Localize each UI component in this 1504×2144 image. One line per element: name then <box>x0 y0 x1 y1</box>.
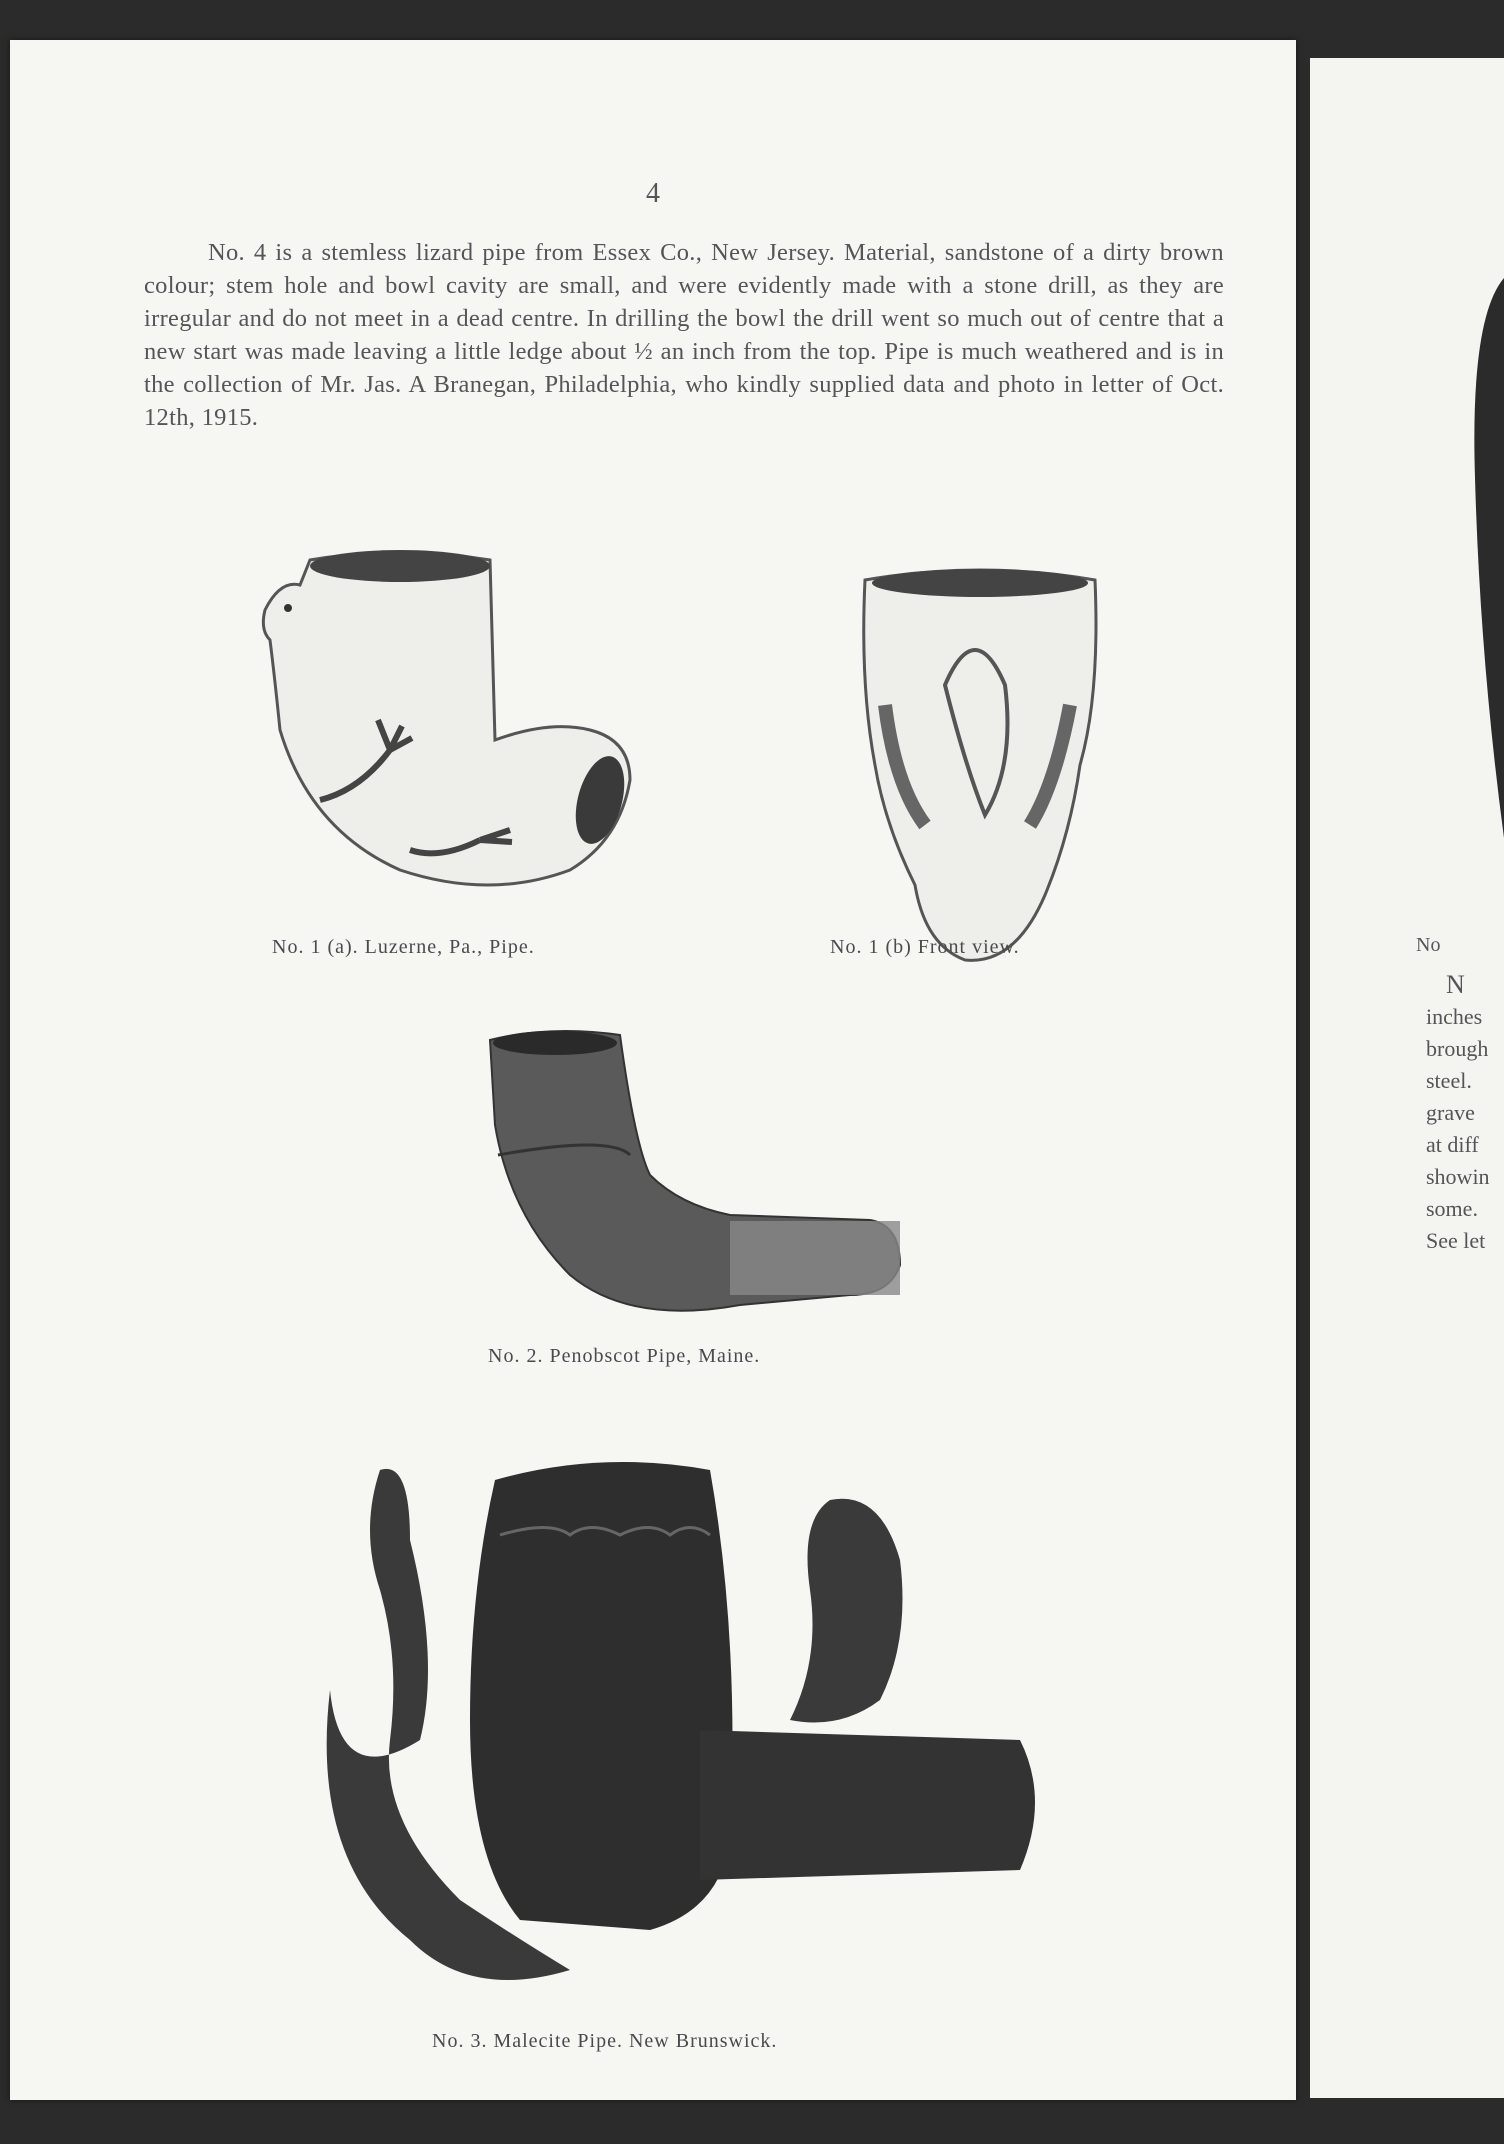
left-page <box>10 40 1296 2100</box>
right-fragment-2: inches <box>1426 1004 1483 1029</box>
figure-3-pipe-photo <box>320 1440 1040 2010</box>
figure-3-caption: No. 3. Malecite Pipe. New Brunswick. <box>432 2030 778 2052</box>
figure-2-caption: No. 2. Penobscot Pipe, Maine. <box>488 1345 761 1367</box>
figure-1a-pipe-drawing <box>250 540 730 920</box>
right-fragment-0: No <box>1416 934 1441 956</box>
right-fragment-3: brough <box>1426 1036 1489 1061</box>
right-fragment-8: some. <box>1426 1196 1478 1221</box>
figure-1b-caption: No. 1 (b) Front view. <box>830 936 1020 958</box>
figure-1a-caption: No. 1 (a). Luzerne, Pa., Pipe. <box>272 936 535 958</box>
right-fragment-6: at diff <box>1426 1132 1479 1157</box>
right-fragment-4: steel. <box>1426 1068 1472 1093</box>
right-page-photo-edge <box>1470 278 1504 838</box>
right-fragment-9: See let <box>1426 1228 1486 1253</box>
body-paragraph: No. 4 is a stemless lizard pipe from Essex Co., New Jersey. Material, sandstone of a dirty brown colour; stem hole and bowl cavity are small, and were evidently made with a stone drill, as they are irregular and do not meet in a dead centre. In drilling the bowl the drill went so much out of centre that a new start was made leaving a little ledge about ½ an inch from the top. Pipe is much weathered and is in the collection of Mr. Jas. A Branegan, Philadelphia, who kindly supplied data and photo in letter of Oct. 12th, 1915. <box>144 239 1224 431</box>
right-fragment-7: showin <box>1426 1164 1490 1189</box>
right-page <box>1310 58 1504 2098</box>
right-fragment-1: N <box>1446 970 1465 999</box>
page-number: 4 <box>646 178 660 209</box>
figure-1b-pipe-drawing <box>855 565 1105 970</box>
right-fragment-5: grave <box>1426 1100 1475 1125</box>
figure-2-pipe-photo <box>470 1025 915 1335</box>
